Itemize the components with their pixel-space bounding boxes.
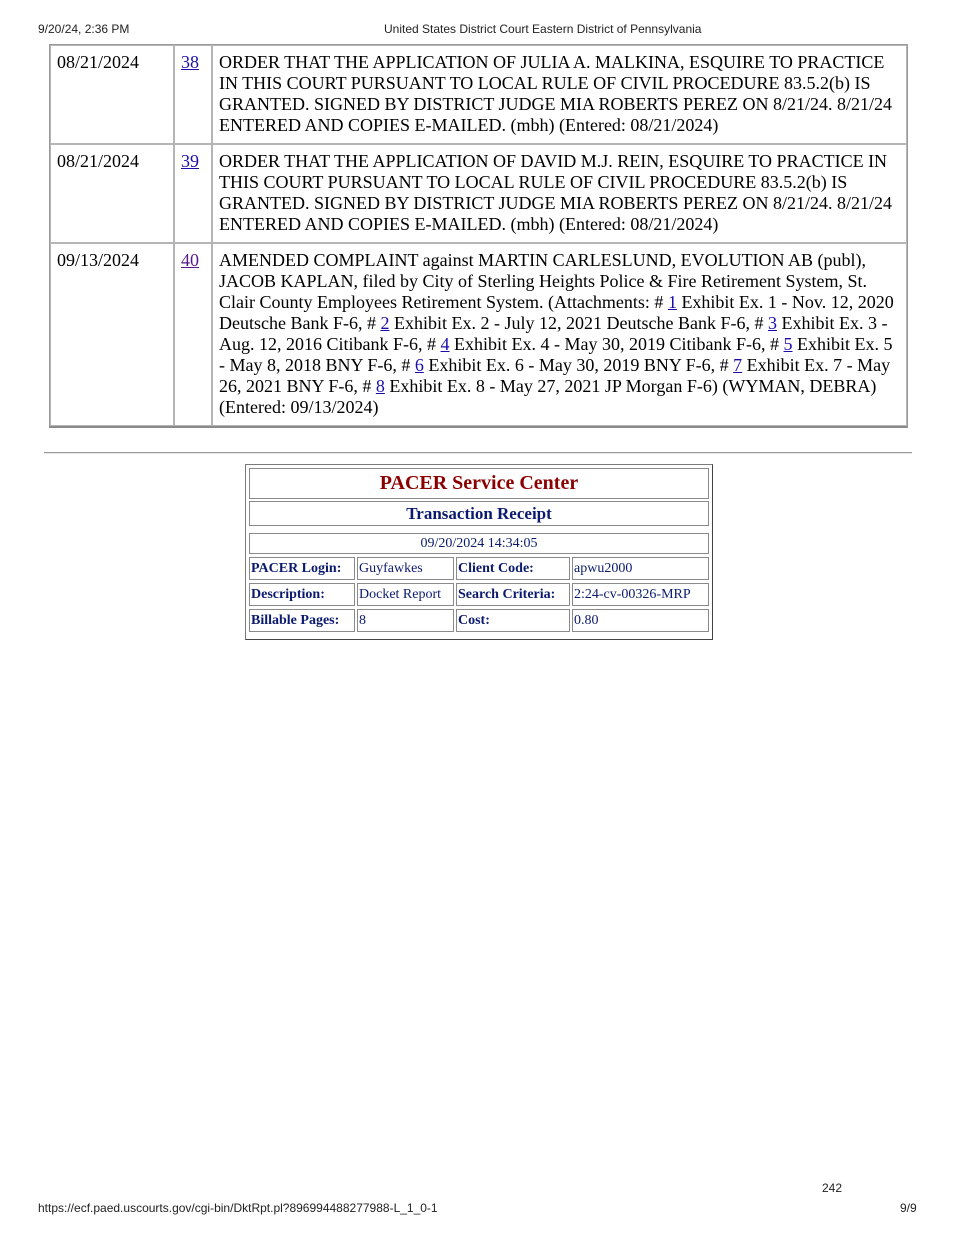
footer-url: https://ecf.paed.uscourts.gov/cgi-bin/DktRpt.pl?896994488277988-L_1_0-1 [38,1201,438,1215]
entry-number-link[interactable]: 40 [181,250,199,270]
entry-number-cell [174,243,212,426]
search-criteria-label: Search Criteria: [456,583,570,606]
bates-number: 242 [822,1181,843,1195]
table-row [50,144,907,243]
entry-text-segment: Exhibit Ex. 7 - May 26, 2021 BNY F-6, # [219,355,891,396]
billable-pages-value: 8 [357,609,454,632]
billable-pages-label: Billable Pages: [249,609,355,632]
cost-value: 0.80 [572,609,709,632]
login-value: Guyfawkes [357,557,454,580]
entry-number-cell [174,45,212,144]
entry-text: ORDER THAT THE APPLICATION OF DAVID M.J. REIN, ESQUIRE TO PRACTICE IN THIS COURT PURSUANT TO LOCAL RULE OF CIVIL PROCEDURE 83.5.2(b) IS GRANTED. SIGNED BY DISTRICT JUDGE MIA ROBERTS PEREZ ON 8/21/24. 8/21/24 ENTERED AND COPIES E-MAILED. (mbh) (Entered: 08/21/2024) [212,144,907,243]
pacer-receipt [245,464,713,640]
client-code-value: apwu2000 [572,557,709,580]
login-label: PACER Login: [249,557,355,580]
receipt-subtitle: Transaction Receipt [249,501,709,526]
entry-number-link[interactable]: 38 [181,52,199,72]
entry-text-segment: Exhibit Ex. 4 - May 30, 2019 Citibank F-6, # [449,334,784,354]
client-code-label: Client Code: [456,557,570,580]
entry-text-segment: AMENDED COMPLAINT against MARTIN CARLESLUND, EVOLUTION AB (publ), JACOB KAPLAN, filed by City of Sterling Heights Police & Fire Retirement System, St. Clair County Employees Retirement System. (Attachments: # [219,250,867,312]
description-label: Description: [249,583,355,606]
entry-date: 08/21/2024 [50,144,174,243]
entry-number-cell [174,144,212,243]
entry-text: ORDER THAT THE APPLICATION OF JULIA A. MALKINA, ESQUIRE TO PRACTICE IN THIS COURT PURSUANT TO LOCAL RULE OF CIVIL PROCEDURE 83.5.2(b) IS GRANTED. SIGNED BY DISTRICT JUDGE MIA ROBERTS PEREZ ON 8/21/24. 8/21/24 ENTERED AND COPIES E-MAILED. (mbh) (Entered: 08/21/2024) [212,45,907,144]
print-title: United States District Court Eastern District of Pennsylvania [384,22,702,36]
attachment-link[interactable]: 3 [767,313,777,333]
cost-label: Cost: [456,609,570,632]
entry-text-segment: Exhibit Ex. 3 - Aug. 12, 2016 Citibank F-6, # [219,313,888,354]
table-row [50,45,907,144]
attachment-link[interactable]: 5 [783,334,793,354]
search-criteria-value: 2:24-cv-00326-MRP [572,583,709,606]
entry-text-segment: Exhibit Ex. 5 - May 8, 2018 BNY F-6, # [219,334,893,375]
entry-text-segment: Exhibit Ex. 6 - May 30, 2019 BNY F-6, # [423,355,734,375]
footer-page-number: 9/9 [900,1201,917,1215]
entry-text-segment: Exhibit Ex. 8 - May 27, 2021 JP Morgan F-6) (WYMAN, DEBRA) (Entered: 09/13/2024) [219,376,877,417]
description-value: Docket Report [357,583,454,606]
attachment-link[interactable]: 2 [380,313,390,333]
entry-text [212,243,907,426]
entry-date: 09/13/2024 [50,243,174,426]
entry-text-segment: Exhibit Ex. 2 - July 12, 2021 Deutsche Bank F-6, # [389,313,768,333]
attachment-link[interactable]: 6 [414,355,424,375]
attachment-link[interactable]: 4 [440,334,450,354]
attachment-link[interactable]: 8 [375,376,385,396]
entry-number-link[interactable]: 39 [181,151,199,171]
receipt-title: PACER Service Center [249,468,709,499]
docket-table [49,44,908,428]
print-footer [0,1201,956,1219]
receipt-timestamp: 09/20/2024 14:34:05 [249,533,709,554]
attachment-link[interactable]: 1 [667,292,677,312]
entry-text-segment: Exhibit Ex. 1 - Nov. 12, 2020 Deutsche Bank F-6, # [219,292,894,333]
print-datetime: 9/20/24, 2:36 PM [38,22,130,36]
attachment-link[interactable]: 7 [733,355,743,375]
table-row [50,243,907,426]
print-header [0,22,956,40]
horizontal-rule [44,452,912,454]
entry-date: 08/21/2024 [50,45,174,144]
